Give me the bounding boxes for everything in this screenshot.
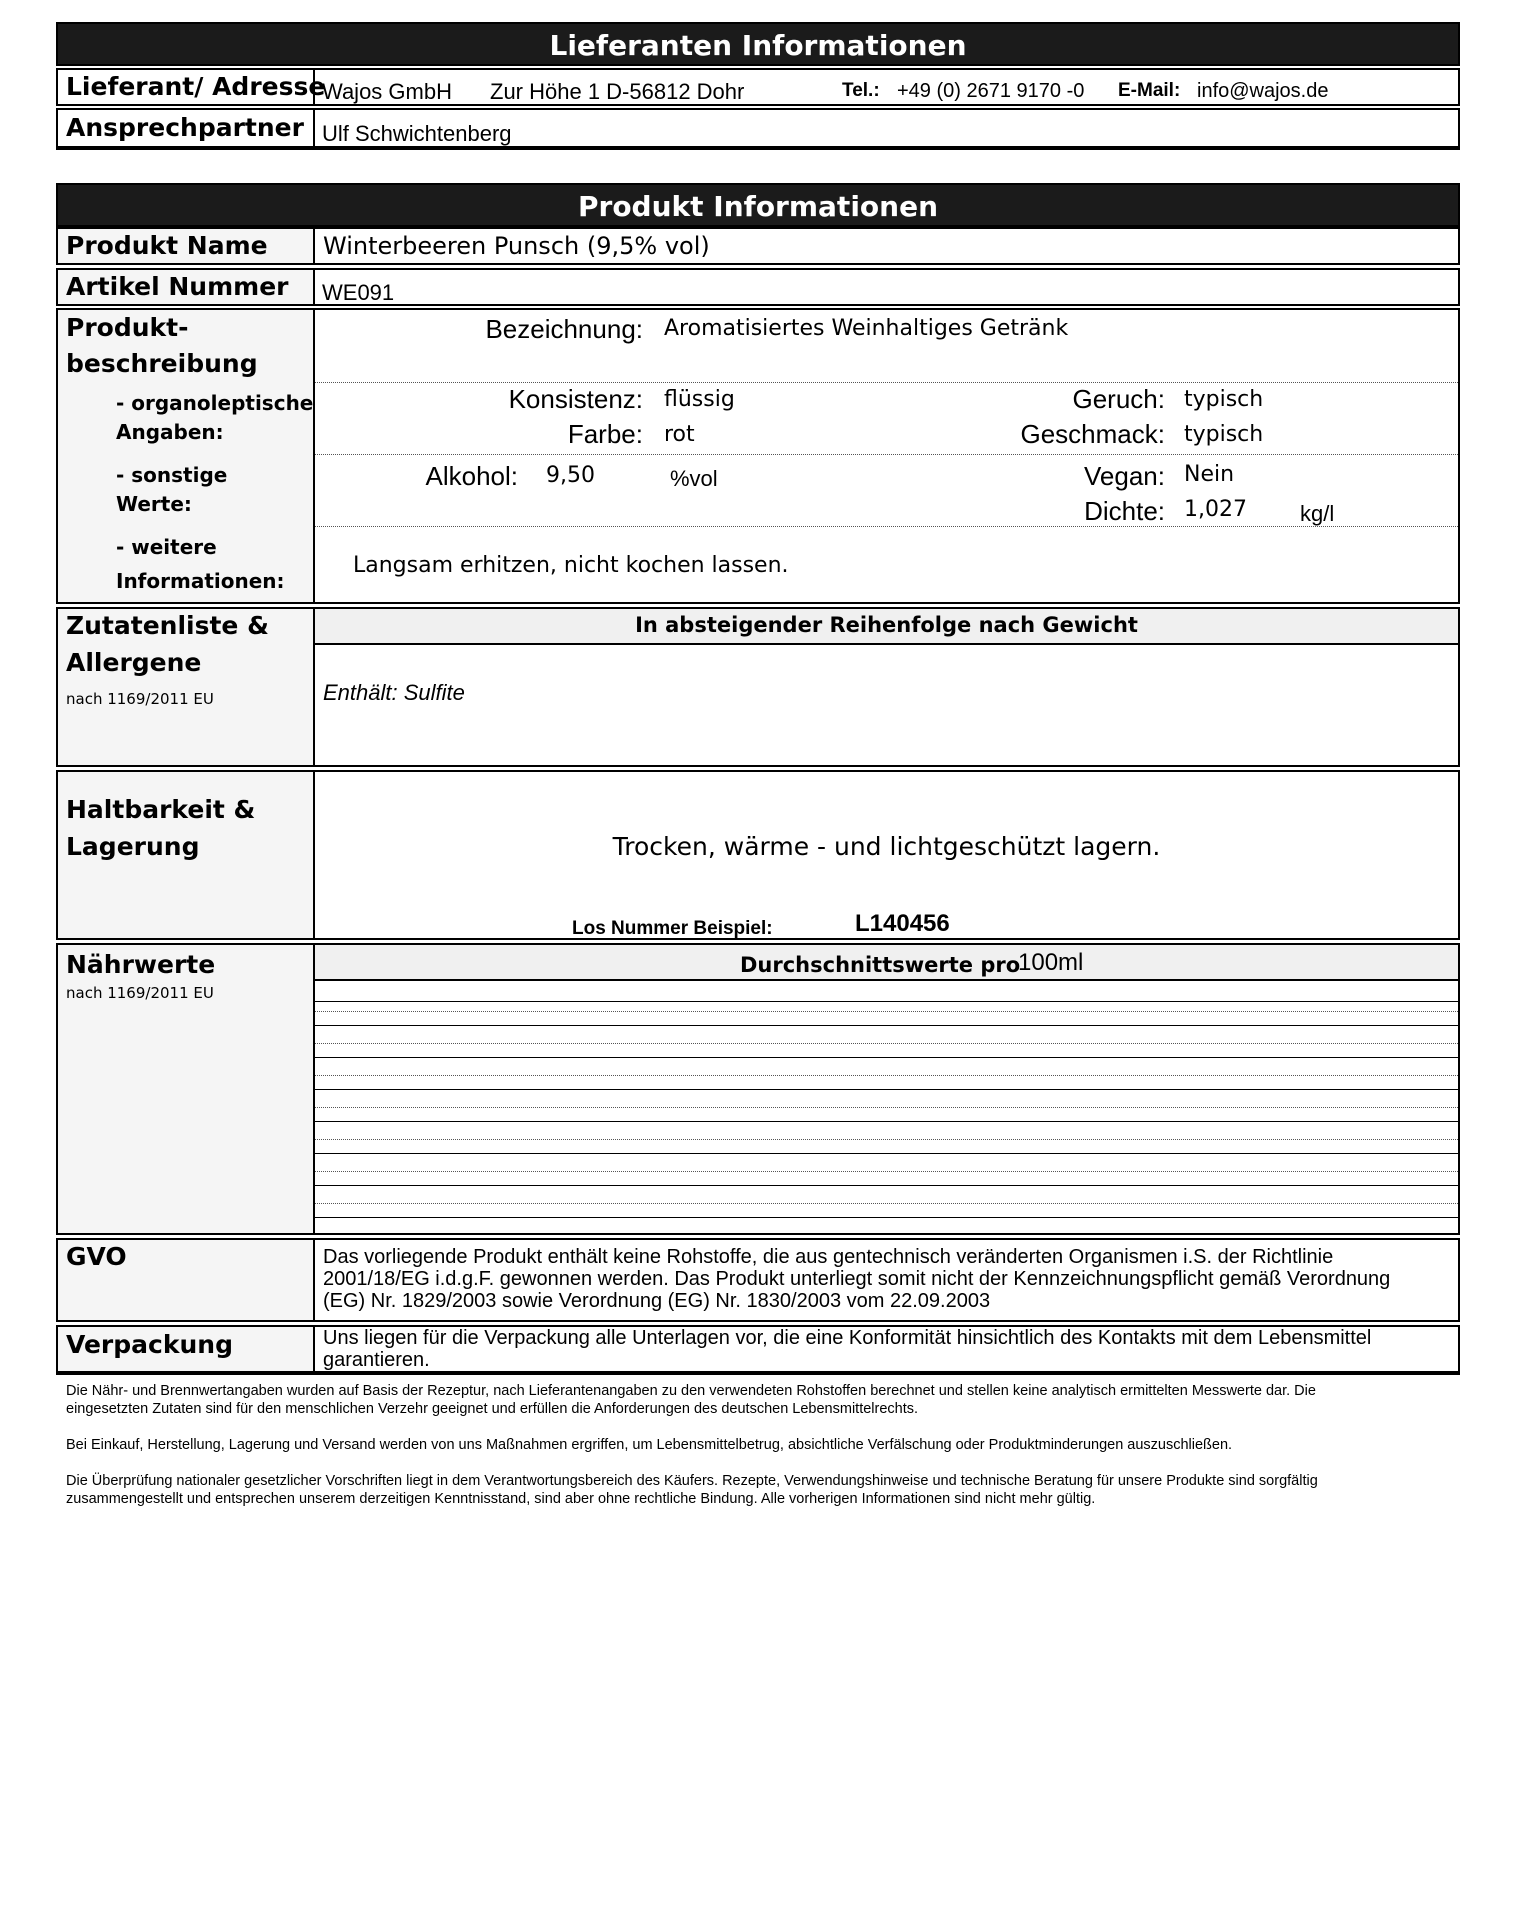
storage-text: Trocken, wärme - und lichtgeschützt lagern.	[612, 832, 1161, 861]
product-name-label: Produkt Name	[66, 231, 268, 260]
product-name: Winterbeeren Punsch (9,5% vol)	[323, 232, 710, 260]
packaging-label: Verpackung	[66, 1330, 233, 1359]
divider	[313, 1153, 1460, 1154]
gvo-text-line2: 2001/18/EG i.d.g.F. gewonnen werden. Das Produkt unterliegt somit nicht der Kennzeichnungspflicht gemäß Verordnung	[323, 1268, 1391, 1290]
divider	[313, 1238, 315, 1322]
ingredients-label-line2: Allergene	[66, 648, 202, 677]
supplier-email-label: E-Mail:	[1118, 80, 1181, 101]
supplier-address-label: Lieferant/ Adresse	[66, 72, 326, 101]
alcohol-value: 9,50	[546, 463, 595, 488]
supplier-street: Zur Höhe 1 D-56812 Dohr	[490, 79, 745, 104]
designation-label: Bezeichnung:	[485, 314, 643, 344]
divider	[313, 227, 315, 265]
divider	[56, 1373, 1460, 1375]
smell-value: typisch	[1184, 387, 1264, 412]
description-label-line1: Produkt-	[66, 313, 189, 342]
footer-note-2: Bei Einkauf, Herstellung, Lagerung und Versand werden von uns Maßnahmen ergriffen, um Lebensmittelbetrug, absichtliche Verfälschung oder Produktminderungen auszuschließen.	[66, 1437, 1233, 1453]
packaging-text-line2: garantieren.	[323, 1349, 430, 1371]
allergens-value: Enthält: Sulfite	[323, 680, 465, 705]
gvo-text-line1: Das vorliegende Produkt enthält keine Rohstoffe, die aus gentechnisch veränderten Organismen i.S. der Richtlinie	[323, 1246, 1334, 1268]
other-values-label-line2: Werte:	[116, 492, 192, 516]
footer-note-1-line1: Die Nähr- und Brennwertangaben wurden auf Basis der Rezeptur, nach Lieferantenangaben zu den verwendeten Rohstoffen berechnet und stellen keine analytisch ermittelten Messwerte dar. Die	[66, 1383, 1316, 1399]
footer-note-3-line1: Die Überprüfung nationaler gesetzlicher Vorschriften liegt in dem Verantwortungsbereich des Käufers. Rezepte, Verwendungshinweise und technische Beratung für unsere Produkte sind sorgfältig	[66, 1473, 1318, 1489]
supplier-contact-label: Ansprechpartner	[66, 113, 304, 142]
nutrition-row-line	[315, 1075, 1458, 1076]
divider	[313, 1001, 1460, 1002]
vegan-label: Vegan:	[1084, 461, 1165, 491]
alcohol-label: Alkohol:	[425, 461, 518, 491]
more-info-label-line2: Informationen:	[116, 569, 285, 593]
dotted-separator	[315, 382, 1458, 383]
gvo-text-line3: (EG) Nr. 1829/2003 sowie Verordnung (EG) Nr. 1830/2003 vom 22.09.2003	[323, 1290, 991, 1312]
supplier-tel: +49 (0) 2671 9170 -0	[897, 80, 1085, 102]
lot-label: Los Nummer Beispiel:	[572, 918, 773, 939]
alcohol-unit: %vol	[670, 466, 718, 491]
divider	[313, 1057, 1460, 1058]
nutrition-row-line	[315, 1107, 1458, 1108]
storage-label-line1: Haltbarkeit &	[66, 795, 256, 824]
density-unit: kg/l	[1300, 501, 1335, 526]
smell-label: Geruch:	[1072, 384, 1165, 414]
divider	[313, 1325, 315, 1373]
density-value: 1,027	[1184, 497, 1247, 522]
order-header: In absteigender Reihenfolge nach Gewicht	[635, 613, 1138, 637]
organoleptic-label-line1: - organoleptische	[116, 391, 314, 415]
nutrition-regulation: nach 1169/2011 EU	[66, 984, 214, 1002]
divider	[313, 108, 315, 148]
color-value: rot	[664, 422, 695, 447]
other-values-label-line1: - sonstige	[116, 463, 228, 487]
divider	[313, 268, 315, 306]
ingredients-label-line1: Zutatenliste &	[66, 611, 269, 640]
consistency-value: flüssig	[664, 387, 735, 412]
divider	[313, 1217, 1460, 1218]
lot-number: L140456	[855, 910, 950, 937]
product-header: Produkt Informationen	[56, 183, 1460, 227]
nutrition-row-line	[315, 1011, 1458, 1012]
footer-note-1-line2: eingesetzten Zutaten sind für den menschlichen Verzehr geeignet und erfüllen die Anforderungen des deutschen Lebensmittelrechts.	[66, 1401, 919, 1417]
divider	[56, 148, 1460, 150]
storage-label-line2: Lagerung	[66, 832, 200, 861]
nutrition-row-line	[315, 1171, 1458, 1172]
divider	[313, 308, 315, 604]
divider	[313, 1121, 1460, 1122]
nutrition-per: 100ml	[1018, 949, 1084, 976]
vegan-value: Nein	[1184, 462, 1235, 487]
footer-note-3-line2: zusammengestellt und entsprechen unserem derzeitigen Kenntnisstand, sind aber ohne rechtliche Bindung. Alle vorherigen Informationen sind nicht mehr gültig.	[66, 1491, 1096, 1507]
designation-value: Aromatisiertes Weinhaltiges Getränk	[664, 316, 1069, 341]
nutrition-row-line	[315, 1203, 1458, 1204]
nutrition-avg-label: Durchschnittswerte pro	[740, 953, 1021, 977]
density-label: Dichte:	[1084, 496, 1165, 526]
nutrition-label: Nährwerte	[66, 950, 216, 979]
taste-value: typisch	[1184, 422, 1264, 447]
supplier-header: Lieferanten Informationen	[56, 22, 1460, 66]
divider	[313, 1185, 1460, 1186]
nutrition-row-line	[315, 1043, 1458, 1044]
article-label: Artikel Nummer	[66, 272, 289, 301]
supplier-email[interactable]: info@wajos.de	[1197, 80, 1329, 102]
description-label-line2: beschreibung	[66, 349, 258, 378]
more-info-value: Langsam erhitzen, nicht kochen lassen.	[353, 553, 789, 578]
supplier-contact: Ulf Schwichtenberg	[322, 121, 512, 146]
color-label: Farbe:	[567, 419, 643, 449]
supplier-company: Wajos GmbH	[322, 79, 452, 104]
dotted-separator	[315, 454, 1458, 455]
divider	[313, 1089, 1460, 1090]
more-info-label-line1: - weitere	[116, 535, 217, 559]
gvo-label: GVO	[66, 1242, 127, 1271]
nutrition-row-line	[315, 1139, 1458, 1140]
article-number: WE091	[322, 280, 395, 305]
taste-label: Geschmack:	[1020, 419, 1165, 449]
supplier-tel-label: Tel.:	[842, 80, 880, 101]
packaging-text-line1: Uns liegen für die Verpackung alle Unterlagen vor, die eine Konformität hinsichtlich des Kontakts mit dem Lebensmittel	[323, 1327, 1372, 1349]
divider	[313, 1025, 1460, 1026]
ingredients-regulation: nach 1169/2011 EU	[66, 690, 214, 708]
organoleptic-label-line2: Angaben:	[116, 420, 224, 444]
consistency-label: Konsistenz:	[508, 384, 643, 414]
dotted-separator	[315, 526, 1458, 527]
